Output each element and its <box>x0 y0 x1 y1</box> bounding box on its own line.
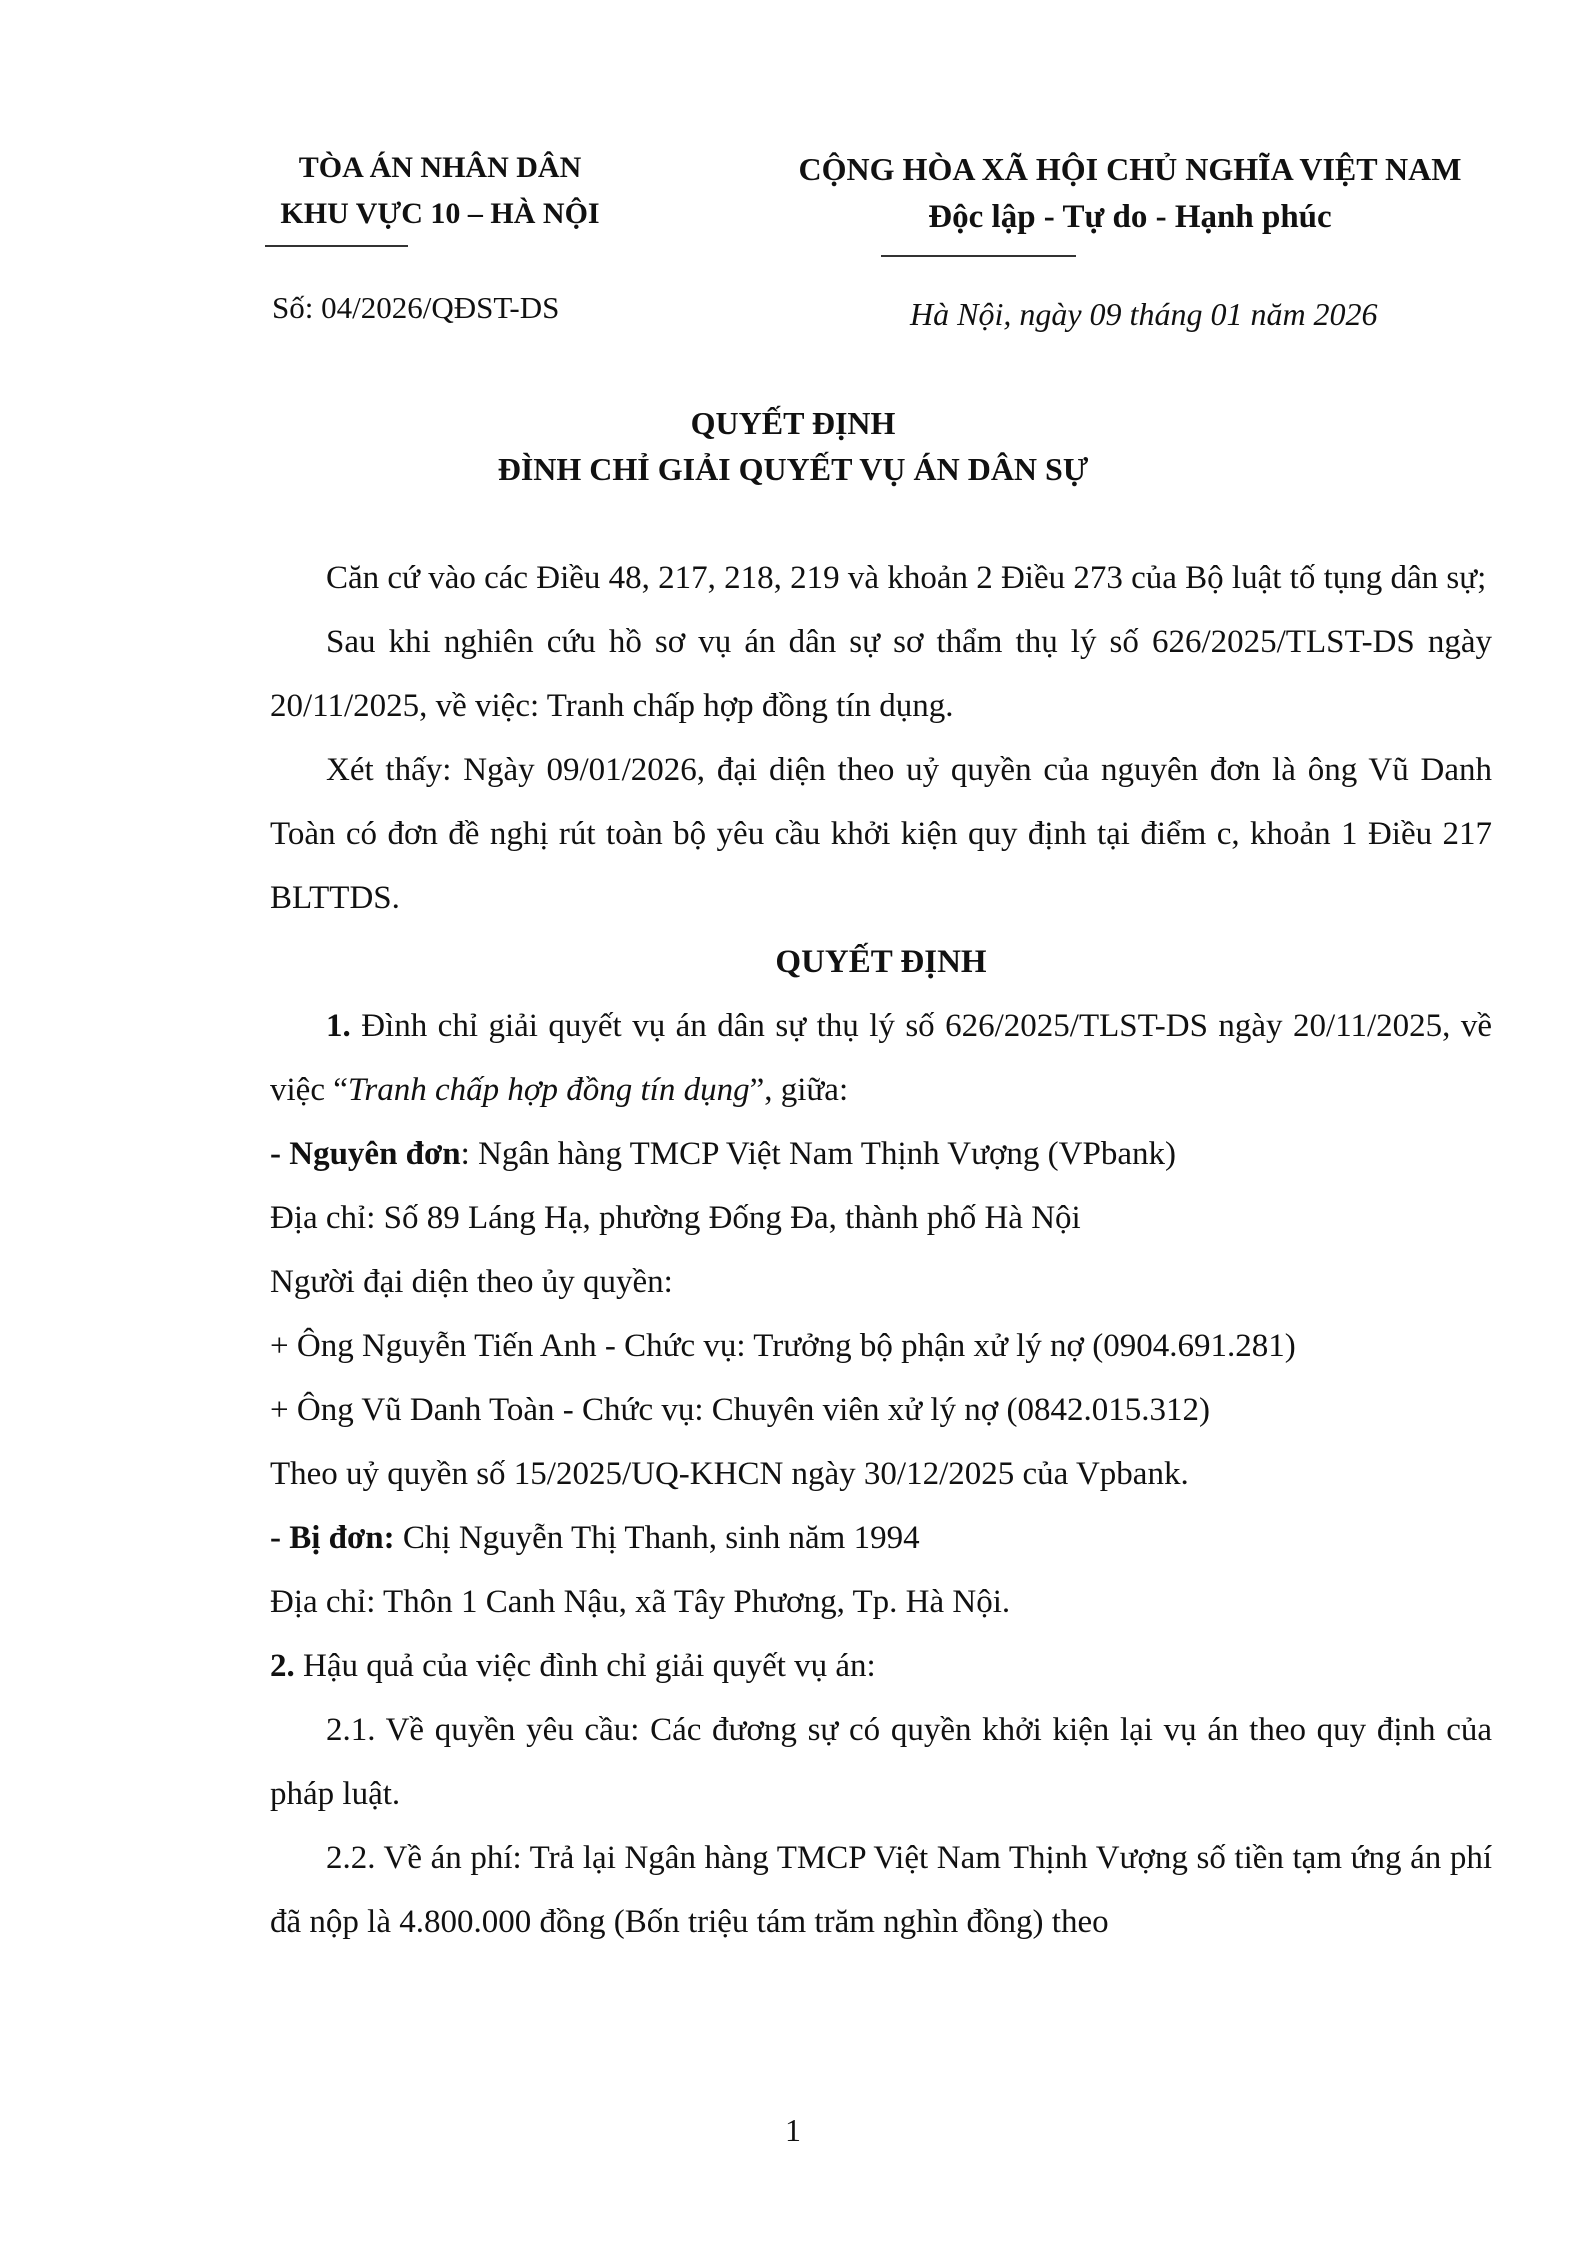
plaintiff-line <box>270 1122 1492 1186</box>
authorization-line: Theo uỷ quyền số 15/2025/UQ-KHCN ngày 30/12/2025 của Vpbank. <box>270 1456 1189 1492</box>
national-header <box>740 145 1520 241</box>
title-line-1: QUYẾT ĐỊNH <box>690 405 896 441</box>
item-1-number: 1. <box>326 1008 351 1044</box>
decision-item-2 <box>270 1634 1492 1698</box>
representative-2: + Ông Vũ Danh Toàn - Chức vụ: Chuyên viên xử lý nợ (0842.015.312) <box>270 1392 1210 1428</box>
item-1-text-b: ”, giữa: <box>749 1072 849 1108</box>
national-motto: Độc lập - Tự do - Hạnh phúc <box>928 199 1332 235</box>
item-1-case-type: Tranh chấp hợp đồng tín dụng <box>347 1072 750 1108</box>
defendant-label: - Bị đơn: <box>270 1520 395 1556</box>
decision-heading: QUYẾT ĐỊNH <box>775 944 987 980</box>
item-2-text: Hậu quả của việc đình chỉ giải quyết vụ án: <box>294 1648 876 1684</box>
representative-heading: Người đại diện theo ủy quyền: <box>270 1264 673 1300</box>
page-number: 1 <box>785 2112 801 2148</box>
court-region: KHU VỰC 10 – HÀ NỘI <box>280 197 600 230</box>
defendant-line <box>270 1506 1492 1570</box>
place-and-date: Hà Nội, ngày 09 tháng 01 năm 2026 <box>910 296 1378 332</box>
national-header-underline <box>881 255 1076 257</box>
court-header <box>250 145 630 237</box>
considering-clause: Xét thấy: Ngày 09/01/2026, đại diện theo uỷ quyền của nguyên đơn là ông Vũ Danh Toàn có đơn đề nghị rút toàn bộ yêu cầu khởi kiện quy định tại điểm c, khoản 1 Điều 217 BLTTDS. <box>270 752 1492 916</box>
court-header-underline <box>265 245 408 247</box>
document-title <box>0 400 1586 492</box>
plaintiff-value: : Ngân hàng TMCP Việt Nam Thịnh Vượng (VPbank) <box>460 1136 1176 1172</box>
decision-item-1 <box>270 994 1492 1122</box>
defendant-address: Địa chỉ: Thôn 1 Canh Nậu, xã Tây Phương, Tp. Hà Nội. <box>270 1584 1011 1620</box>
item-2-number: 2. <box>270 1648 295 1684</box>
document-body <box>270 546 1492 1954</box>
defendant-value: Chị Nguyễn Thị Thanh, sinh năm 1994 <box>394 1520 920 1556</box>
plaintiff-label: - Nguyên đơn <box>270 1136 461 1172</box>
document-number: Số: 04/2026/QĐST-DS <box>272 290 560 325</box>
national-title: CỘNG HÒA XÃ HỘI CHỦ NGHĨA VIỆT NAM <box>798 151 1462 187</box>
decision-item-2-1: 2.1. Về quyền yêu cầu: Các đương sự có quyền khởi kiện lại vụ án theo quy định của pháp luật. <box>270 1712 1492 1812</box>
plaintiff-address: Địa chỉ: Số 89 Láng Hạ, phường Đống Đa, thành phố Hà Nội <box>270 1200 1081 1236</box>
court-name: TÒA ÁN NHÂN DÂN <box>298 151 582 184</box>
item-1-text-a: Đình chỉ giải quyết vụ án dân sự thụ lý số 626/2025/TLST-DS ngày 20/11/2025, về việc “ <box>270 1008 1492 1108</box>
representative-1: + Ông Nguyễn Tiến Anh - Chức vụ: Trưởng bộ phận xử lý nợ (0904.691.281) <box>270 1328 1296 1364</box>
title-line-2: ĐÌNH CHỈ GIẢI QUYẾT VỤ ÁN DÂN SỰ <box>497 451 1089 487</box>
case-review: Sau khi nghiên cứu hồ sơ vụ án dân sự sơ thẩm thụ lý số 626/2025/TLST-DS ngày 20/11/2025, về việc: Tranh chấp hợp đồng tín dụng. <box>270 624 1492 724</box>
legal-basis: Căn cứ vào các Điều 48, 217, 218, 219 và khoản 2 Điều 273 của Bộ luật tố tụng dân sự; <box>326 560 1487 596</box>
decision-item-2-2: 2.2. Về án phí: Trả lại Ngân hàng TMCP Việt Nam Thịnh Vượng số tiền tạm ứng án phí đã nộp là 4.800.000 đồng (Bốn triệu tám trăm nghìn đồng) theo <box>270 1840 1492 1940</box>
